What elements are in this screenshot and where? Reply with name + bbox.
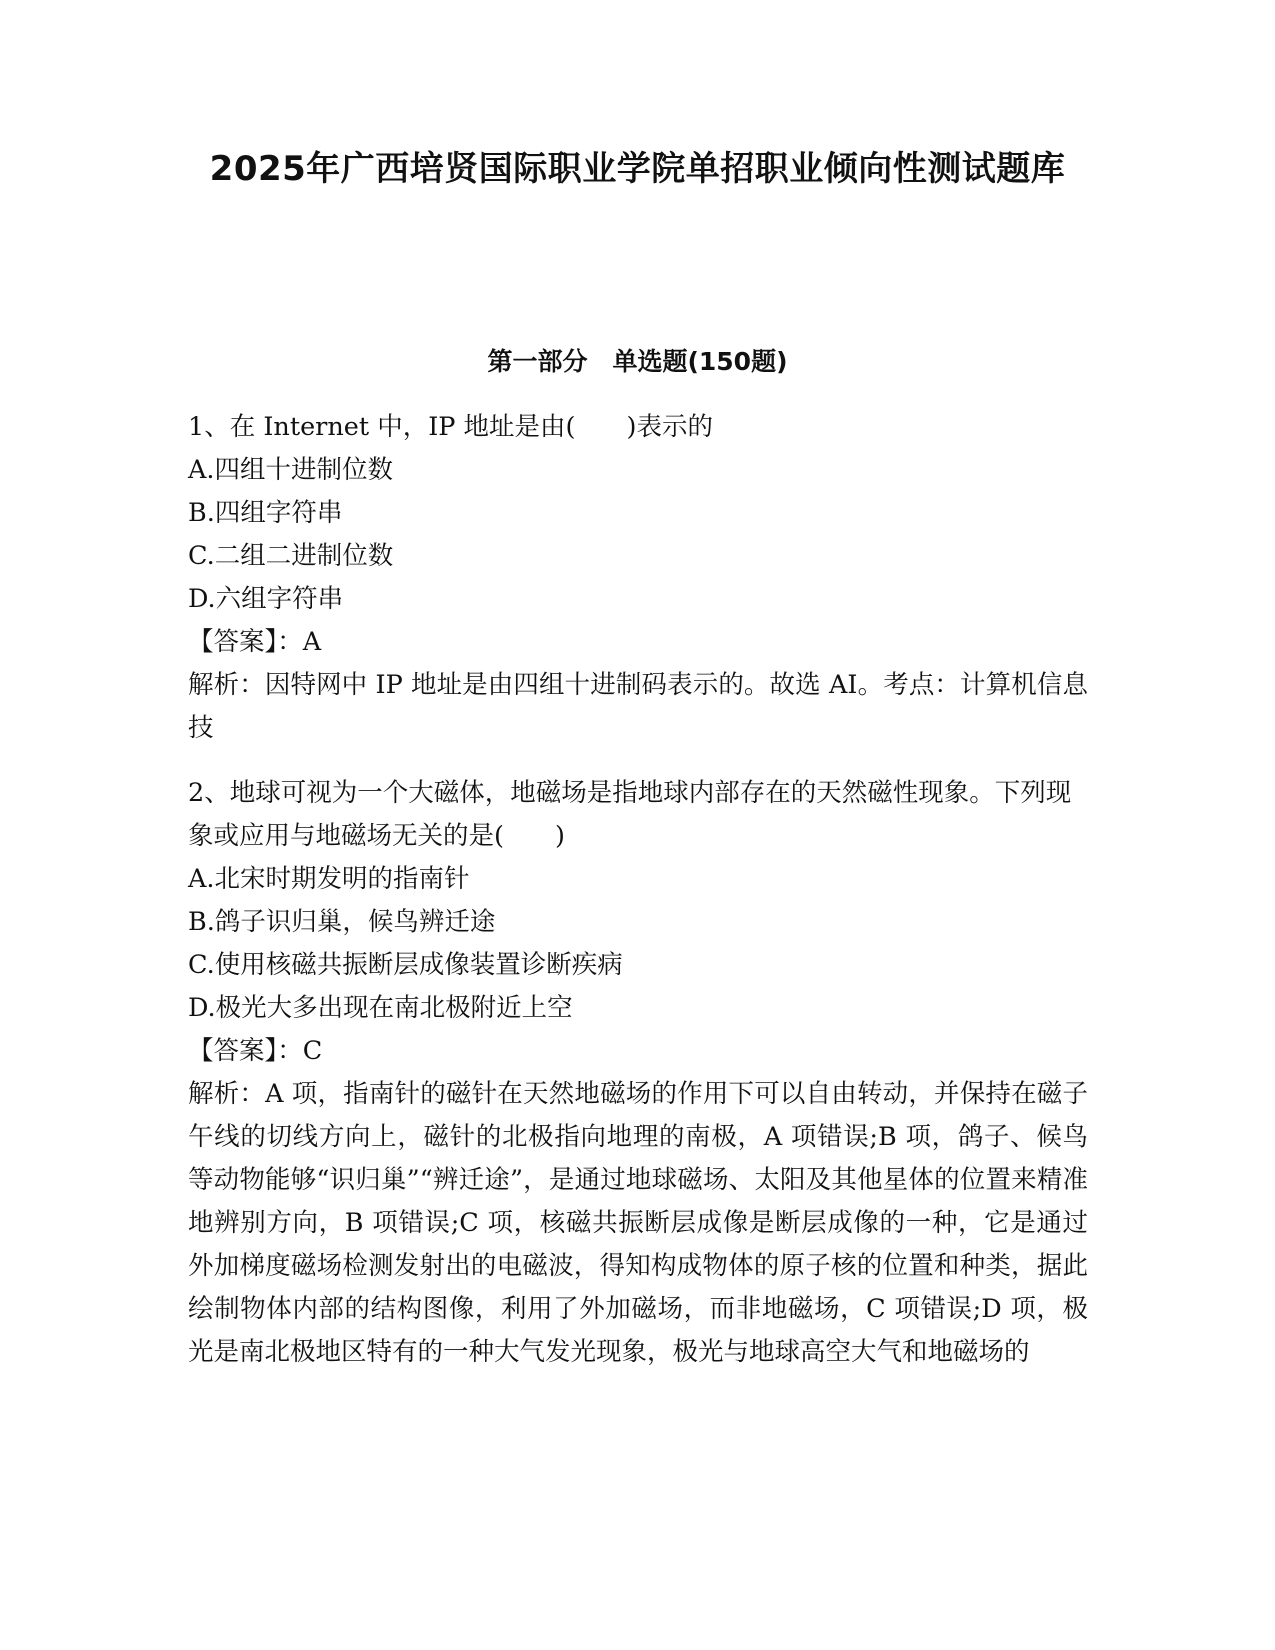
option-d: D.极光大多出现在南北极附近上空 — [188, 993, 573, 1023]
option-b: B.四组字符串 — [188, 498, 343, 528]
question-stem: 2、地球可视为一个大磁体，地磁场是指地球内部存在的天然磁性现象。下列现象或应用与地磁场无关的是( ) — [188, 778, 1072, 851]
option-d: D.六组字符串 — [188, 584, 344, 614]
question-stem: 1、在 Internet 中，IP 地址是由( )表示的 — [188, 412, 713, 442]
answer-line: 【答案】：A — [188, 627, 322, 657]
analysis-text: 解析：A 项，指南针的磁针在天然地磁场的作用下可以自由转动，并保持在磁子午线的切线方向上，磁针的北极指向地理的南极，A 项错误;B 项，鸽子、候鸟等动物能够“识归巢”“辨迁途”，是通过地球磁场、太阳及其他星体的位置来精准地辨别方向，B 项错误;C 项，核磁共振断层成像是断层成像的一种，它是通过外加梯度磁场检测发射出的电磁波，得知构成物体的原子核的位置和种类，据此绘制物体内部的结构图像，利用了外加磁场，而非地磁场，C 项错误;D 项，极光是南北极地区特有的一种大气发光现象，极光与地球高空大气和地磁场的 — [188, 1079, 1088, 1367]
question-1 — [188, 406, 1088, 750]
document-title: 2025年广西培贤国际职业学院单招职业倾向性测试题库 — [209, 149, 1066, 189]
option-a: A.四组十进制位数 — [188, 455, 394, 485]
question-list — [188, 406, 1088, 1374]
option-a: A.北宋时期发明的指南针 — [188, 864, 470, 894]
answer-line: 【答案】：C — [188, 1036, 323, 1066]
option-c: C.使用核磁共振断层成像装置诊断疾病 — [188, 950, 623, 980]
option-b: B.鸽子识归巢，候鸟辨迁途 — [188, 907, 496, 937]
question-2 — [188, 772, 1088, 1374]
section-heading: 第一部分 单选题(150题) — [487, 347, 788, 376]
option-c: C.二组二进制位数 — [188, 541, 394, 571]
analysis-text: 解析：因特网中 IP 地址是由四组十进制码表示的。故选 AI。考点：计算机信息技 — [188, 670, 1088, 743]
